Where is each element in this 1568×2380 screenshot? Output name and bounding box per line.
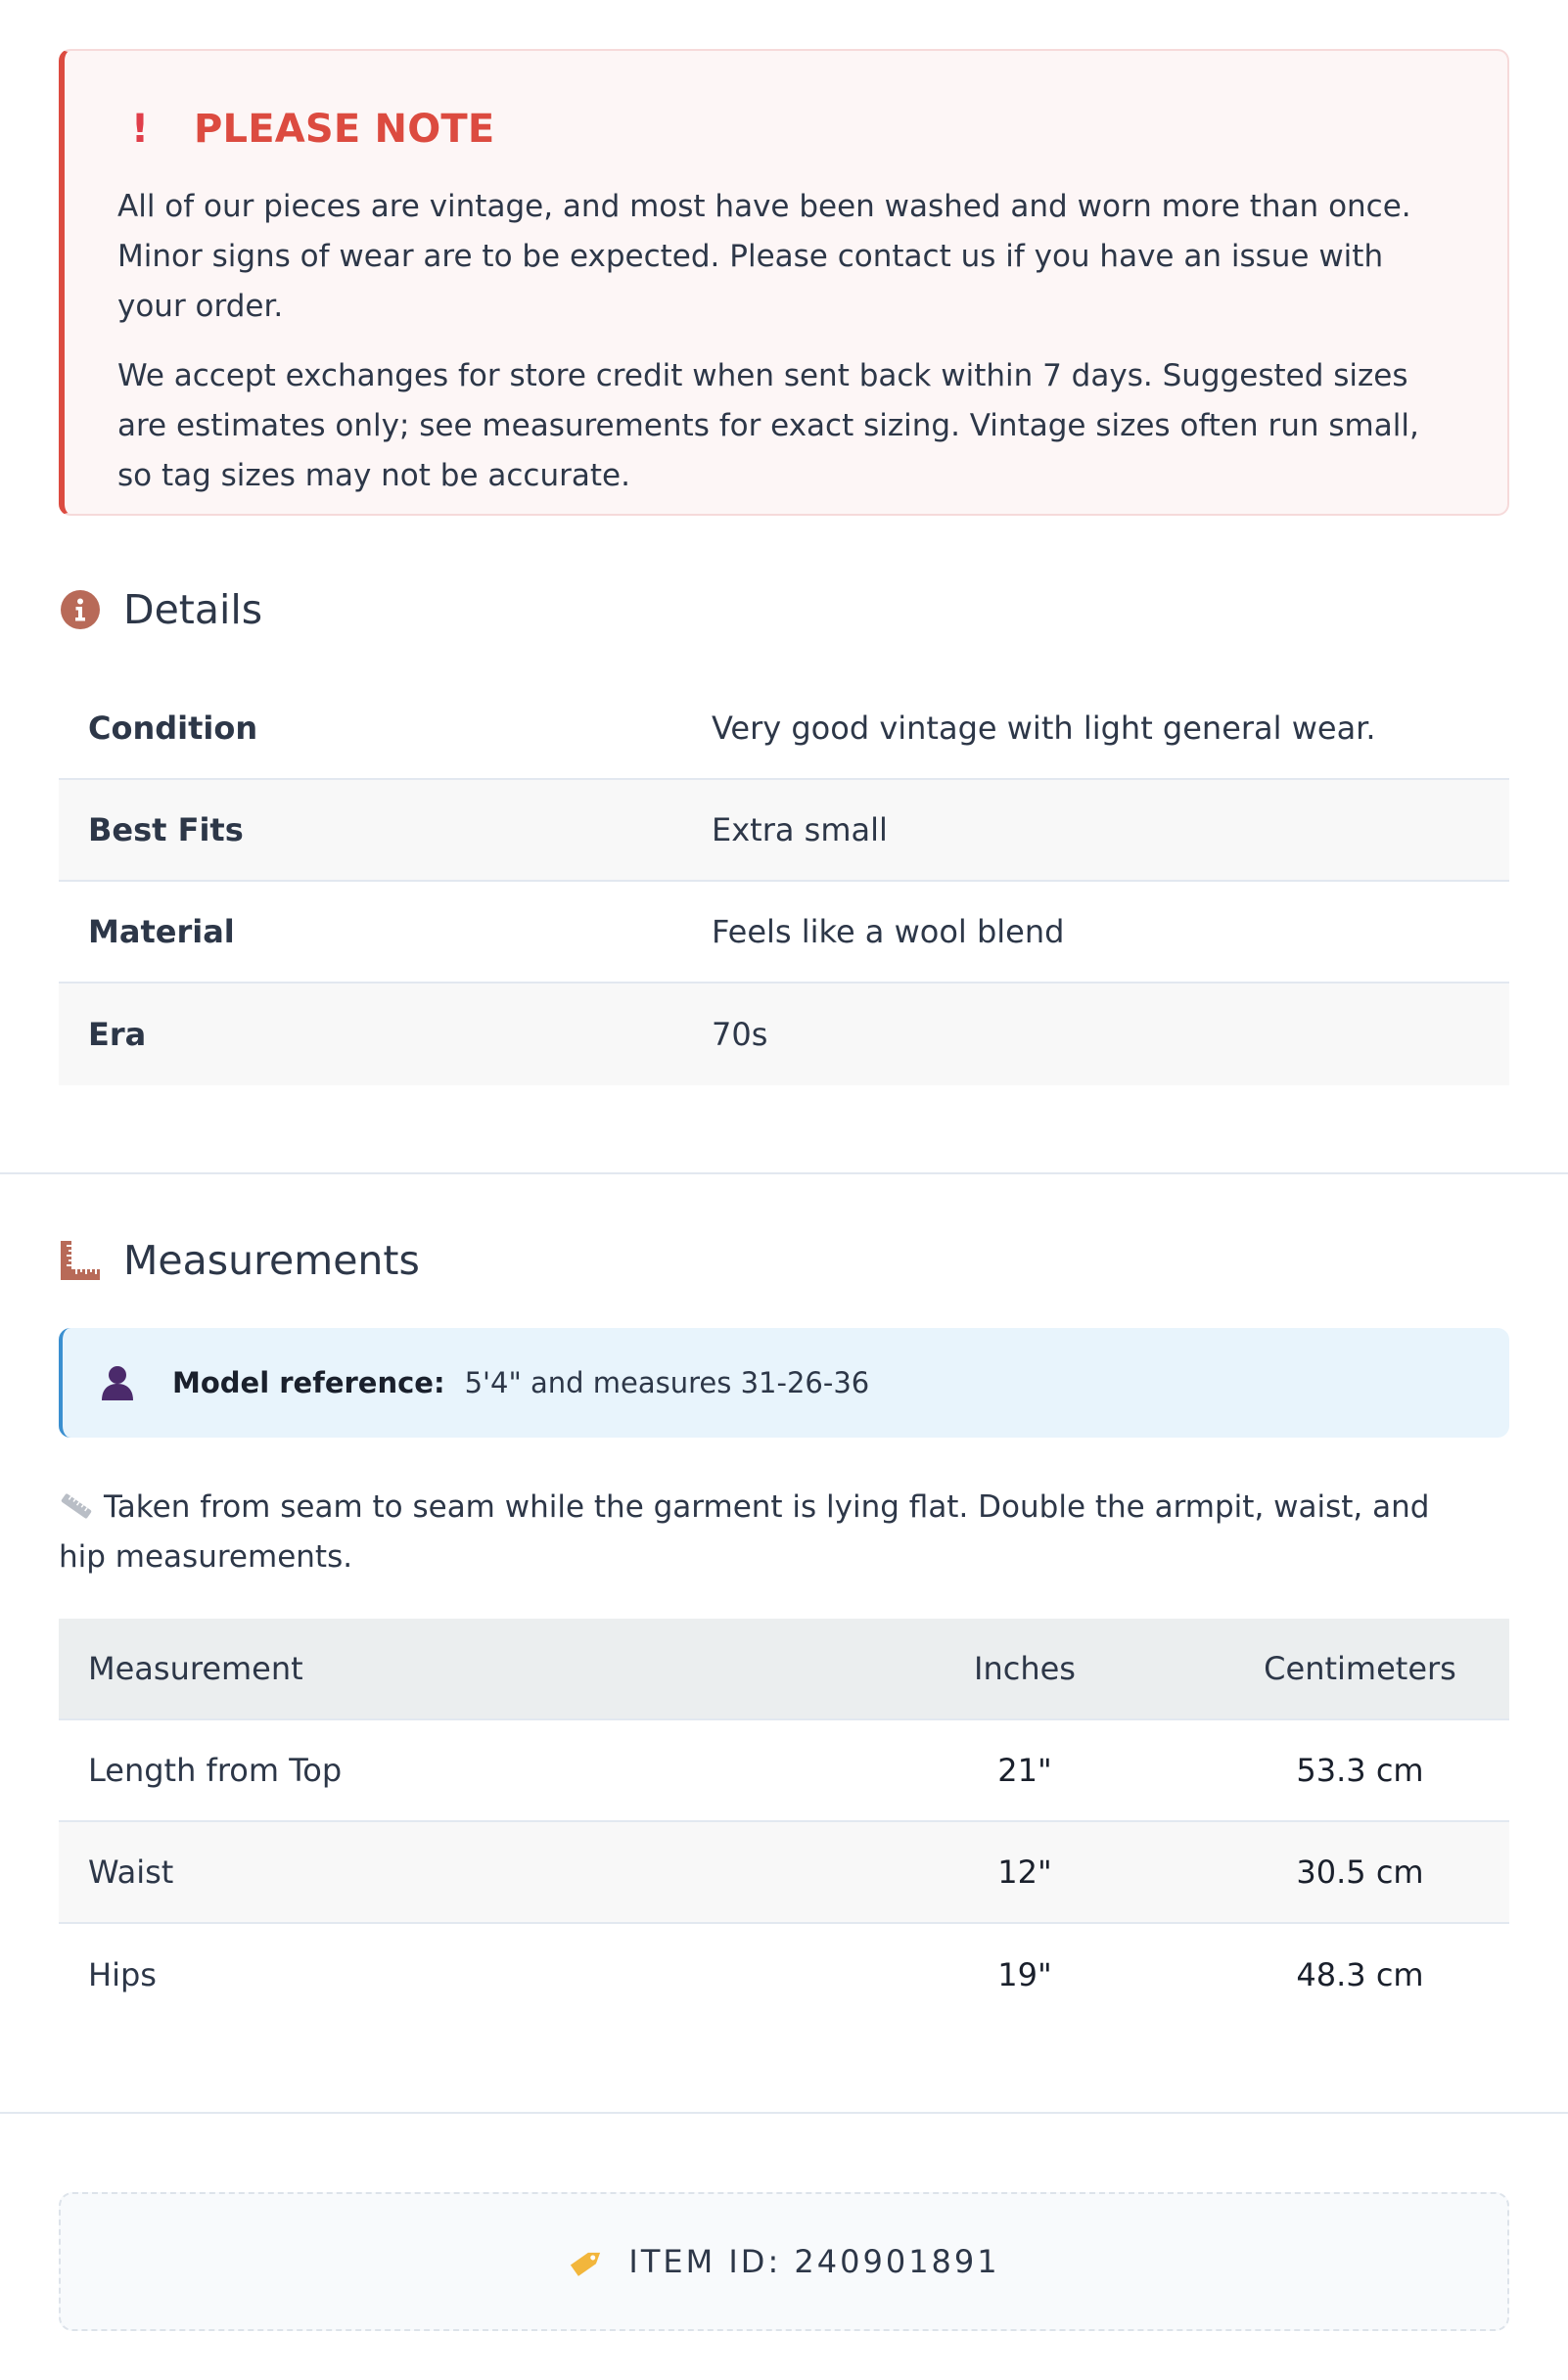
table-row: [59, 882, 1509, 984]
detail-value: Very good vintage with light general wear.: [712, 709, 1376, 747]
person-silhouette-icon: [100, 1363, 139, 1402]
notice-header: [117, 107, 1454, 152]
table-row: [59, 678, 1509, 780]
measurement-name: Waist: [88, 1854, 174, 1891]
measurement-name: Hips: [88, 1956, 157, 1993]
table-row: [59, 780, 1509, 882]
detail-label: Era: [88, 1016, 147, 1053]
section-divider: [0, 1172, 1568, 1174]
details-table: [59, 678, 1509, 1085]
notice-paragraph-1: All of our pieces are vintage, and most have been washed and worn more than once. Minor signs of wear are to be expected. Please contact us if you have an issue with your order.: [117, 189, 1411, 324]
details-heading: [59, 585, 262, 634]
measurement-inches: 12": [997, 1854, 1052, 1891]
detail-value: Feels like a wool blend: [712, 913, 1065, 950]
detail-value: Extra small: [712, 811, 888, 848]
measurement-inches: 21": [997, 1752, 1052, 1789]
model-reference-box: [59, 1328, 1509, 1438]
details-title: Details: [123, 586, 263, 633]
measurements-heading: [59, 1236, 420, 1285]
item-id-box: [59, 2192, 1509, 2331]
measurements-title: Measurements: [123, 1237, 420, 1284]
column-header-inches: Inches: [974, 1650, 1076, 1687]
detail-value: 70s: [712, 1016, 768, 1053]
ruler-icon: [59, 1239, 102, 1282]
detail-label: Condition: [88, 709, 258, 747]
table-row: [59, 1822, 1509, 1924]
column-header-measurement: Measurement: [88, 1650, 303, 1687]
measurement-note-text: Taken from seam to seam while the garment is lying flat. Double the armpit, waist, and hip measurements.: [59, 1489, 1430, 1575]
measurement-cm: 53.3 cm: [1296, 1752, 1424, 1789]
table-row: [59, 1924, 1509, 2026]
measurement-cm: 30.5 cm: [1296, 1854, 1424, 1891]
table-header-row: [59, 1619, 1509, 1720]
info-circle-icon: [59, 588, 102, 631]
measurement-note: [59, 1483, 1449, 1582]
exclamation-icon: !: [130, 107, 150, 152]
measurement-name: Length from Top: [88, 1752, 343, 1789]
tag-icon: [568, 2242, 607, 2281]
item-id-label: ITEM ID: 240901891: [628, 2243, 1000, 2280]
measurements-table: [59, 1619, 1509, 2026]
column-header-centimeters: Centimeters: [1264, 1650, 1456, 1687]
detail-label: Material: [88, 913, 235, 950]
measurement-inches: 19": [997, 1956, 1052, 1993]
table-row: [59, 1720, 1509, 1822]
table-row: [59, 984, 1509, 1085]
measurement-cm: 48.3 cm: [1296, 1956, 1424, 1993]
model-reference-value: 5'4" and measures 31-26-36: [464, 1366, 870, 1399]
please-note-box: [59, 49, 1509, 516]
detail-label: Best Fits: [88, 811, 244, 848]
notice-paragraph-2: We accept exchanges for store credit when sent back within 7 days. Suggested sizes are estimates only; see measurements for exact sizing. Vintage sizes often run small, so tag sizes may not be accurate.: [117, 358, 1419, 493]
ruler-small-icon: [59, 1487, 94, 1516]
model-reference-label: Model reference:: [172, 1366, 445, 1399]
section-divider: [0, 2112, 1568, 2114]
notice-title: PLEASE NOTE: [194, 107, 495, 152]
